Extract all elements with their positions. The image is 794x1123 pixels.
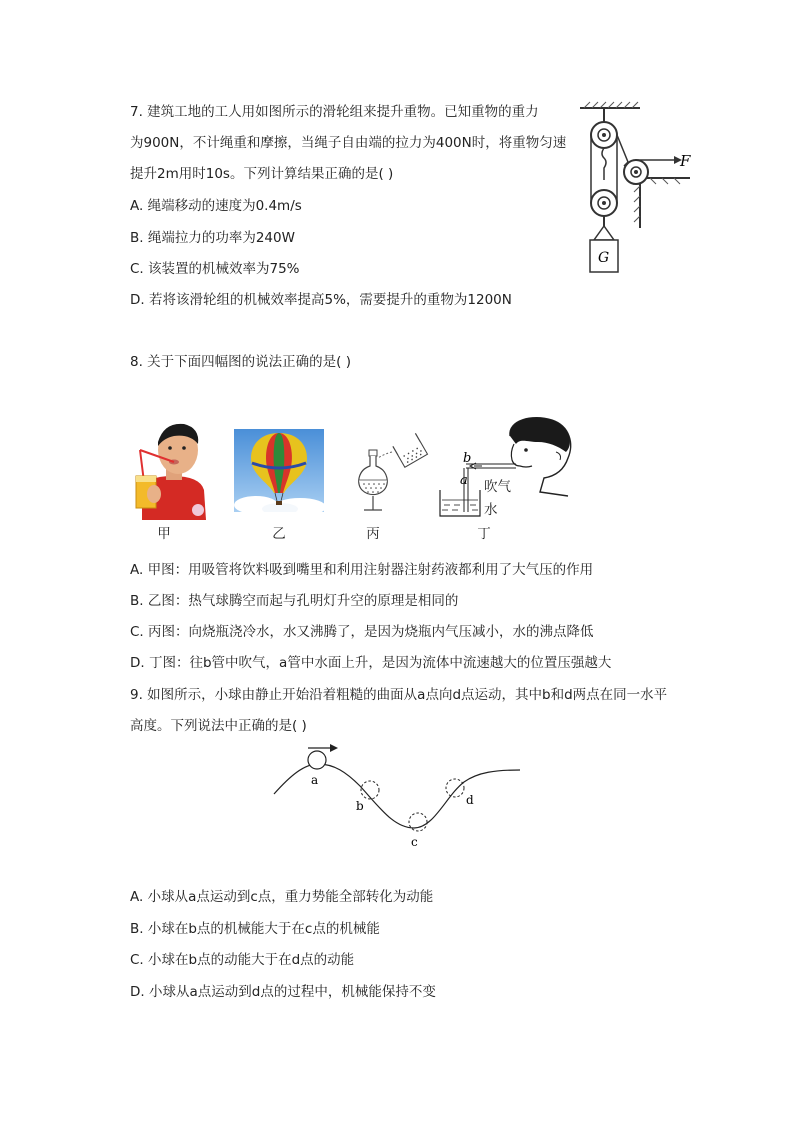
q9-stem-line-2: 高度。下列说法中正确的是( ): [130, 718, 307, 734]
q9-stem-line-1: 9. 如图所示，小球由静止开始沿着粗糙的曲面从a点向d点运动，其中b和d两点在同一水平: [130, 687, 668, 703]
q8-stem: 8. 关于下面四幅图的说法正确的是( ): [130, 354, 351, 370]
point-b: b: [356, 799, 364, 813]
child-drinking-image: [134, 420, 210, 520]
point-a: a: [311, 773, 319, 787]
q9-option-d: D. 小球从a点运动到d点的过程中，机械能保持不变: [130, 984, 436, 1000]
pulley-system-figure: [570, 100, 700, 280]
q8-option-c: C. 丙图：向烧瓶浇冷水，水又沸腾了，是因为烧瓶内气压减小，水的沸点降低: [130, 624, 594, 640]
label-a: a: [460, 473, 468, 488]
force-label: F: [680, 152, 691, 170]
label-b: b: [463, 451, 472, 466]
q8-option-b: B. 乙图：热气球腾空而起与孔明灯升空的原理是相同的: [130, 593, 459, 609]
q7-option-a: A. 绳端移动的速度为0.4m/s: [130, 198, 302, 214]
q8-option-a: A. 甲图：用吸管将饮料吸到嘴里和利用注射器注射药液都利用了大气压的作用: [130, 562, 594, 578]
q7-option-c: C. 该装置的机械效率为75%: [130, 261, 300, 277]
weight-label: G: [598, 250, 610, 266]
caption-jia: 甲: [157, 526, 171, 542]
flask-image: [352, 428, 432, 520]
point-c: c: [411, 835, 418, 849]
blowing-tube-image: [436, 416, 586, 520]
q9-option-a: A. 小球从a点运动到c点，重力势能全部转化为动能: [130, 889, 434, 905]
caption-yi: 乙: [272, 526, 286, 542]
blow-label: 吹气: [484, 479, 511, 495]
hot-air-balloon-image: [234, 429, 324, 512]
point-d: d: [466, 793, 474, 807]
q8-option-d: D. 丁图：往b管中吹气，a管中水面上升，是因为流体中流速越大的位置压强越大: [130, 655, 612, 671]
q9-option-b: B. 小球在b点的机械能大于在c点的机械能: [130, 921, 380, 937]
q7-stem-line-1: 7. 建筑工地的工人用如图所示的滑轮组来提升重物。已知重物的重力: [130, 104, 539, 120]
q7-stem-line-2: 为900N，不计绳重和摩擦，当绳子自由端的拉力为400N时，将重物匀速: [130, 135, 567, 151]
curved-track-figure: [270, 742, 526, 854]
water-label: 水: [484, 502, 498, 518]
q7-option-b: B. 绳端拉力的功率为240W: [130, 230, 295, 246]
q7-option-d: D. 若将该滑轮组的机械效率提高5%，需要提升的重物为1200N: [130, 292, 512, 308]
caption-bing: 丙: [366, 526, 380, 542]
caption-ding: 丁: [477, 526, 491, 542]
q9-option-c: C. 小球在b点的动能大于在d点的动能: [130, 952, 355, 968]
q7-stem-line-3: 提升2m用时10s。下列计算结果正确的是( ): [130, 166, 394, 182]
